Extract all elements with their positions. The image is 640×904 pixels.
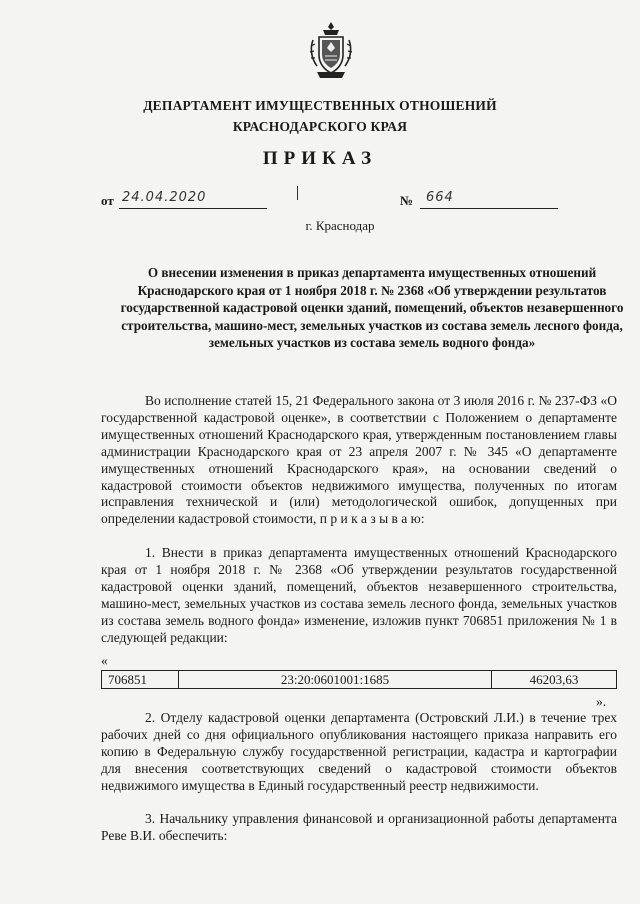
number-label: № — [400, 193, 414, 208]
table-row — [102, 671, 617, 689]
item-3-paragraph: 3. Начальнику управления финансовой и организационной работы департамента Реве В.И. обеспечить: — [101, 811, 617, 843]
table-cell-cadastral-value: 46203,63 — [492, 671, 617, 689]
coat-of-arms-emblem — [309, 20, 353, 82]
cadastral-value-table — [101, 670, 617, 689]
date-underline — [119, 208, 267, 209]
city: г. Краснодар — [305, 218, 375, 233]
quote-close: ». — [596, 694, 607, 709]
quote-open: « — [101, 653, 108, 668]
item-1-paragraph: 1. Внести в приказ департамента имущественных отношений Краснодарского края от 1 ноября 2018 г. № 2368 «Об утверждении результатов государственной кадастровой оценки зданий, помещений, объектов незавершенного строительства, машино-мест, земельных участков из состава земель лесного фонда, земельных участков из состава земель водного фонда» изменение, изложив пункт 706851 приложения № 1 в следующей редакции: — [101, 545, 617, 645]
table-cell-cadastral-number: 23:20:0601001:1685 — [179, 671, 492, 689]
item-2-paragraph: 2. Отделу кадастровой оценки департамента (Островский Л.И.) в течение трех рабочих дней со дня официального опубликования настоящего приказа направить его копию в Федеральную службу государственной регистрации, кадастра и картографии для внесения соответствующих сведений о кадастровой стоимости объектов недвижимого имущества в Единый государственный реестр недвижимости. — [101, 710, 617, 793]
number-value: 664 — [426, 190, 454, 205]
form-mark — [297, 186, 298, 200]
preamble-paragraph: Во исполнение статей 15, 21 Федерального закона от 3 июля 2016 г. № 237-ФЗ «О государственной кадастровой оценке», в соответствии с Положением о департаменте имущественных отношений Краснодарского края, утвержденным постановлением главы администрации Краснодарского края от 23 апреля 2007 г. № 345 «О департаменте имущественных отношений Краснодарского края», на основании сведений о кадастровой стоимости объектов недвижимого имущества, полученных по итогам исправления технической и (или) методологической ошибок, допущенных при определении кадастровой стоимости, п р и к а з ы в а ю: — [101, 393, 617, 527]
order-heading: О внесении изменения в приказ департамента имущественных отношений Краснодарского края от 1 ноября 2018 г. № 2368 «Об утверждении результатов государственной кадастровой оценки зданий, помещений, объектов незавершенного строительства, машино-мест, земельных участков из состава земель лесного фонда, земельных участков из состава земель водного фонда» — [120, 265, 624, 350]
table-cell-item-number: 706851 — [102, 671, 179, 689]
document-title: ПРИКАЗ — [262, 148, 378, 169]
date-value: 24.04.2020 — [122, 190, 207, 205]
date-label: от — [101, 193, 114, 208]
number-underline — [420, 208, 558, 209]
department-name-line2: КРАСНОДАРСКОГО КРАЯ — [232, 119, 408, 134]
department-name-line1: ДЕПАРТАМЕНТ ИМУЩЕСТВЕННЫХ ОТНОШЕНИЙ — [143, 98, 497, 113]
